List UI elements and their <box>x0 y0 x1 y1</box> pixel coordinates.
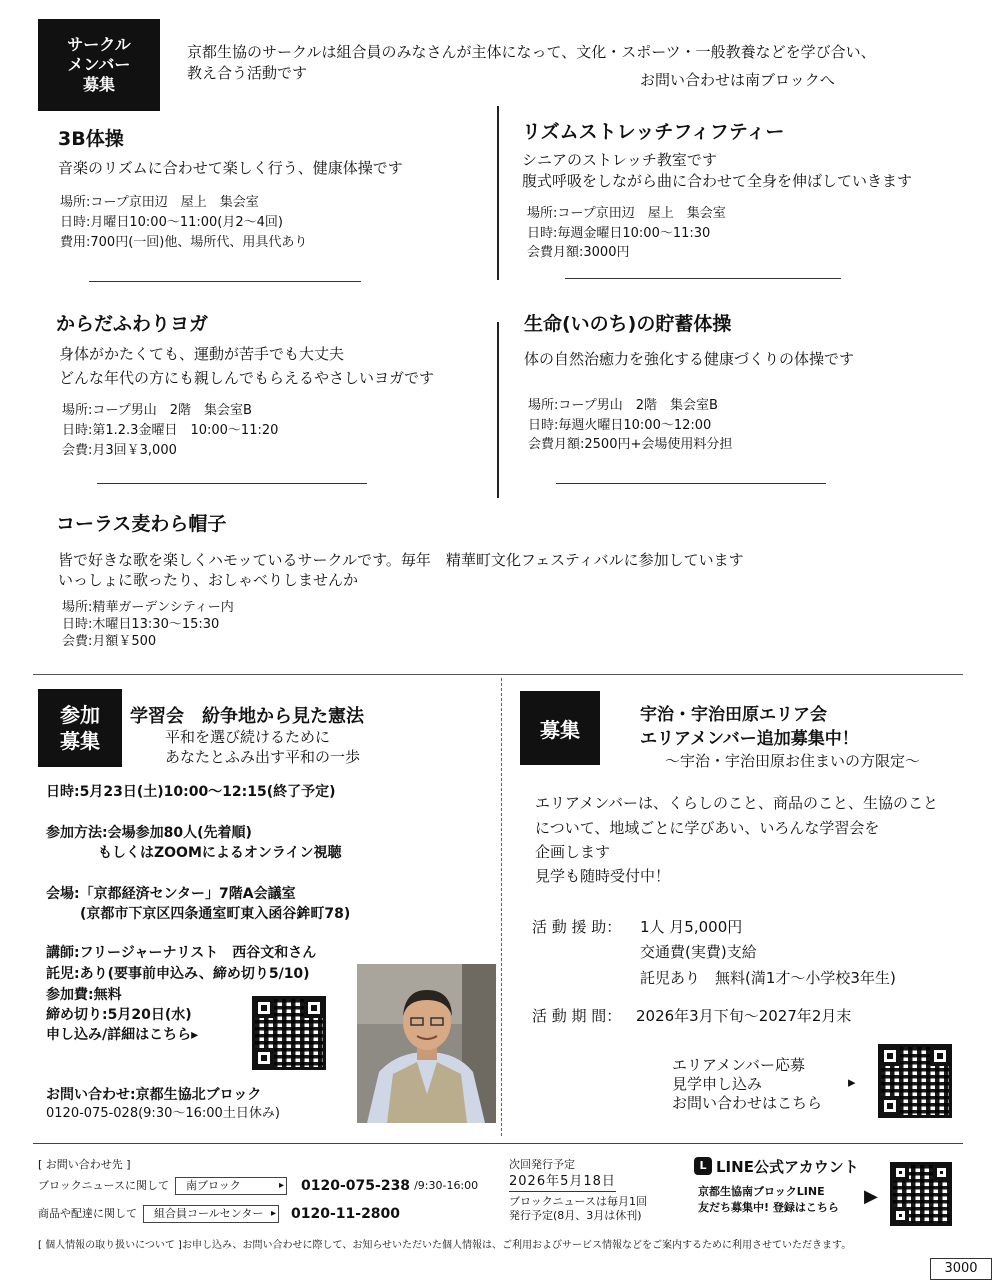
qr-finder <box>933 1164 950 1181</box>
qr-finder <box>892 1164 909 1181</box>
circle-detail: 日時:毎週火曜日10:00～12:00 <box>528 418 712 433</box>
circle-detail: 場所:コープ男山 2階 集会室B <box>528 398 718 413</box>
footer-row-label: ブロックニュースに関して <box>38 1179 170 1192</box>
divider <box>565 278 841 279</box>
qr-finder <box>254 998 274 1018</box>
study-contact-phone: 0120-075-028(9:30～16:00土日休み) <box>46 1106 280 1121</box>
study-method: 参加方法:会場参加80人(先着順) <box>46 825 252 841</box>
footer-row <box>38 1177 478 1195</box>
circle-desc: シニアのストレッチ教室です <box>522 151 717 169</box>
badge-line: 参加 <box>60 703 100 727</box>
footer-divider <box>33 1143 963 1144</box>
qr-finder <box>304 998 324 1018</box>
circle-detail: 日時:第1.2.3金曜日 10:00～11:20 <box>62 423 279 438</box>
recruit-apply[interactable]: 見学申し込み <box>672 1075 763 1093</box>
page-code: 3000 <box>930 1258 992 1280</box>
header-contact: お問い合わせは南ブロックへ <box>640 71 835 89</box>
circle-detail: 会費:月3回￥3,000 <box>62 443 177 458</box>
line-title: LINE公式アカウント <box>716 1158 859 1176</box>
recruit-body: 企画します <box>535 843 611 861</box>
intro-line: 教え合う活動です <box>187 64 308 82</box>
circle-detail: 日時:木曜日13:30～15:30 <box>62 617 220 632</box>
support-line: 交通費(実費)支給 <box>640 943 757 961</box>
circle-detail: 会費月額:3000円 <box>527 245 630 260</box>
study-childcare: 託児:あり(要事前申込み、締め切り5/10) <box>46 966 310 982</box>
line-qr-code[interactable] <box>890 1162 952 1226</box>
study-venue: 会場:「京都経済センター」7階A会議室 <box>46 886 296 902</box>
recruit-body: 見学も随時受付中！ <box>535 867 671 885</box>
study-subtitle: あなたとふみ出す平和の一歩 <box>165 748 361 766</box>
circle-detail: 日時:毎週金曜日10:00～11:30 <box>527 226 711 241</box>
badge-line: 募集 <box>60 729 100 753</box>
study-method: もしくはZOOMによるオンライン視聴 <box>98 845 342 861</box>
next-issue-date: 2026年5月18日 <box>509 1172 616 1192</box>
study-lecturer: 講師:フリージャーナリスト 西谷文和さん <box>46 945 317 961</box>
footer-contact-head: [ お問い合わせ先 ] <box>38 1158 131 1171</box>
badge-line: メンバー <box>67 55 131 74</box>
period-value: 2026年3月下旬～2027年2月末 <box>636 1007 852 1025</box>
circle-desc: 音楽のリズムに合わせて楽しく行う、健康体操です <box>58 159 403 177</box>
circle-detail: 場所:精華ガーデンシティー内 <box>62 600 234 615</box>
qr-finder <box>930 1046 950 1066</box>
circle-detail: 会費月額:2500円+会場使用料分担 <box>528 437 733 452</box>
recruit-apply[interactable]: エリアメンバー応募 <box>672 1056 806 1074</box>
circle-desc: どんな年代の方にも親しんでもらえるやさしいヨガです <box>59 369 435 387</box>
study-date: 日時:5月23日(土)10:00～12:15(終了予定) <box>46 784 336 800</box>
badge-line: 募集 <box>540 717 580 742</box>
circle-desc: 体の自然治癒力を強化する健康づくりの体操です <box>524 350 855 368</box>
footer-row <box>38 1205 400 1223</box>
line-logo-icon: L <box>694 1157 712 1175</box>
footer-row-box: 組合員コールセンター ▸ <box>143 1205 279 1223</box>
divider <box>97 483 367 484</box>
circle-title: 3B体操 <box>58 128 124 150</box>
circle-desc: 皆で好きな歌を楽しくハモッているサークルです。毎年 精華町文化フェスティバルに参加しています <box>58 551 744 569</box>
section-divider-vertical <box>501 678 502 1136</box>
line-sub[interactable]: 友だち募集中! 登録はこちら <box>698 1201 839 1214</box>
qr-finder <box>880 1046 900 1066</box>
study-venue: (京都市下京区四条通室町東入函谷鉾町78) <box>80 906 351 922</box>
recruit-apply[interactable]: お問い合わせはこちら <box>672 1094 823 1112</box>
badge-line: サークル <box>67 35 131 54</box>
circle-detail: 費用:700円(一回)他、場所代、用具代あり <box>60 235 308 250</box>
next-issue-label: 次回発行予定 <box>509 1158 575 1171</box>
study-apply-link[interactable]: 申し込み/詳細はこちら▸ <box>46 1027 199 1043</box>
qr-finder <box>254 1048 274 1068</box>
study-contact: お問い合わせ:京都生協北ブロック <box>46 1087 262 1103</box>
qr-finder <box>892 1207 909 1224</box>
study-qr-code[interactable] <box>252 996 326 1070</box>
column-divider <box>497 322 499 498</box>
support-label: 活 動 援 助： <box>532 918 622 936</box>
study-subtitle: 平和を選び続けるために <box>165 728 331 746</box>
circle-title: リズムストレッチフィフティー <box>522 121 785 143</box>
recruit-title: エリアメンバー追加募集中！ <box>640 729 859 749</box>
next-issue-note: 発行予定(8月、3月は休刊) <box>509 1209 642 1222</box>
circle-detail: 場所:コープ男山 2階 集会室B <box>62 403 252 418</box>
recruit-subtitle: ～宇治・宇治田原お住まいの方限定～ <box>665 752 921 770</box>
circle-detail: 日時:月曜日10:00～11:00(月2～4回) <box>60 215 283 230</box>
circle-recruit-badge <box>38 19 160 111</box>
study-fee: 参加費:無料 <box>46 987 122 1003</box>
circle-desc: いっしょに歌ったり、おしゃべりしませんか <box>58 571 359 589</box>
footer-hours: /9:30-16:00 <box>414 1179 479 1192</box>
recruit-body: について、地域ごとに学びあい、いろんな学習会を <box>535 819 880 837</box>
recruit-qr-code[interactable] <box>878 1044 952 1118</box>
footer-phone: 0120-11-2800 <box>291 1206 401 1222</box>
circle-desc: 腹式呼吸をしながら曲に合わせて全身を伸ばしていきます <box>522 172 913 190</box>
line-arrow-icon: ▶ <box>864 1186 878 1207</box>
lecturer-photo <box>357 964 496 1123</box>
circle-title: 生命(いのち)の貯蓄体操 <box>524 313 732 335</box>
footer-phone: 0120-075-238 <box>301 1178 411 1194</box>
circle-detail: 会費:月額￥500 <box>62 634 157 649</box>
circle-detail: 場所:コープ京田辺 屋上 集会室 <box>527 206 726 221</box>
support-line: 1人 月5,000円 <box>640 918 743 936</box>
recruit-badge <box>520 691 600 765</box>
recruit-arrow-icon: ▸ <box>848 1073 856 1091</box>
divider <box>89 281 361 282</box>
recruit-body: エリアメンバーは、くらしのこと、商品のこと、生協のこと <box>535 794 939 812</box>
join-recruit-badge <box>38 689 122 767</box>
circle-desc: 身体がかたくても、運動が苦手でも大丈夫 <box>59 345 345 363</box>
support-line: 託児あり 無料(満1才～小学校3年生) <box>640 969 896 987</box>
period-label: 活 動 期 間： <box>532 1007 622 1025</box>
footer-row-box: 南ブロック ▸ <box>175 1177 287 1195</box>
next-issue-note: ブロックニュースは毎月1回 <box>509 1195 648 1208</box>
section-divider <box>33 674 963 675</box>
qr-finder <box>880 1096 900 1116</box>
footer-row-label: 商品や配達に関して <box>38 1207 137 1220</box>
circle-title: コーラス麦わら帽子 <box>56 513 227 535</box>
circle-title: からだふわりヨガ <box>56 313 209 335</box>
privacy-note: [ 個人情報の取り扱いについて ]お申し込み、お問い合わせに際して、お知らせいただいた個人情報は、ご利用およびサービス情報などをご案内するために利用させていただきます。 <box>38 1240 852 1251</box>
circle-detail: 場所:コープ京田辺 屋上 集会室 <box>60 195 259 210</box>
divider <box>556 483 826 484</box>
line-sub: 京都生協南ブロックLINE <box>698 1185 825 1198</box>
study-title: 学習会 紛争地から見た憲法 <box>130 706 364 727</box>
badge-line: 募集 <box>82 75 115 94</box>
intro-line: 京都生協のサークルは組合員のみなさんが主体になって、文化・スポーツ・一般教養などを学び合い、 <box>187 43 876 61</box>
column-divider <box>497 106 499 280</box>
study-deadline: 締め切り:5月20日(水) <box>46 1007 192 1023</box>
recruit-title: 宇治・宇治田原エリア会 <box>640 705 827 725</box>
